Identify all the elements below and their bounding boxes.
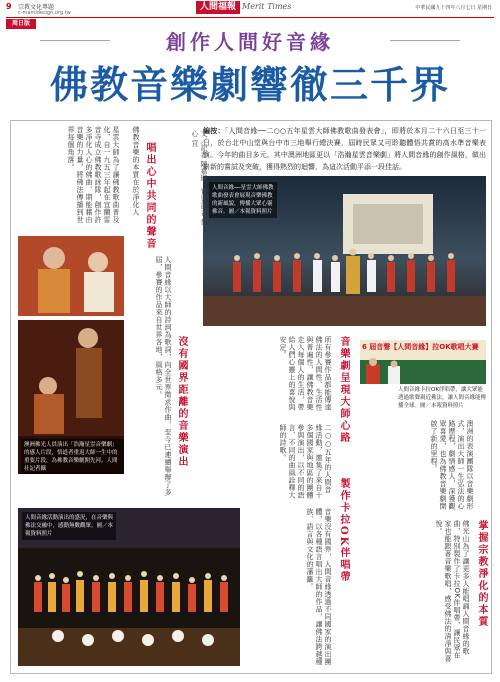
section-name: 宗教文化專題: [18, 4, 55, 11]
kicker-title: 創作人間好音緣: [166, 30, 334, 54]
subhead-1: 唱出心中共同的聲音: [144, 142, 155, 250]
issue-date: 中華民國九十四年八月七日 星期日: [415, 5, 492, 11]
editor-note-label: 編按：: [203, 127, 225, 135]
article-column-3: 所有參賽作品都能傳達佛法的人間性、生活性與普遍性，讓佛教音樂走入每個人的生活，帶給人們心靈上的喜悅與安定。: [279, 336, 332, 411]
subhead-2: 沒有國界距離的音樂演出: [176, 336, 187, 468]
article-column-6: 澳洲的表演團隊以音樂劇形式，演出大師一生弘法的心路歷程，劇情感人，深獲觀眾喜愛，也為佛教音樂劇開啟了新的里程。: [430, 420, 474, 510]
newspaper-english-name: Merit Times: [242, 2, 292, 11]
article-frame: [10, 120, 492, 674]
header-rule: [6, 17, 494, 18]
karaoke-banner: 6 屆音聲【人間音緣】拉OK歌唱大賽: [362, 343, 479, 351]
article-column-7: 佛光山為了讓更多人能唱誦人間音緣的歌曲，特別製作了卡拉OK伴唱帶，讓民眾在家也能跟著音樂歌唱，感受佛法的清淨與喜悅。: [435, 520, 470, 663]
newspaper-logo: 人間福報: [196, 1, 240, 14]
page-number: 9: [6, 2, 12, 11]
article-column-8: 佛教音樂的本質在於淨化人: [132, 126, 140, 216]
editor-note-text: 「人間音緣──二○○五年星雲大師佛教歌曲發表會」，即將於本月二十六日至三十一日，於台北中山堂與台中市三地舉行總決賽，屆時民眾又可聆聽體悟共賞的高水準音樂表演。今年的曲目多元，其中澳洲地區更以「浩瀚星雲音樂劇」將人間音緣的創作風格，做出嶄新的嘗試及突破，獲得熱烈的迴響，為這次活動平添一段佳話。: [203, 127, 486, 171]
subhead-3: 音樂劇呈現大師心路: [338, 336, 349, 444]
section-url: c-mamidesign.org.tw: [18, 10, 71, 16]
stage-photo-caption: 人間音緣──星雲大師佛教歌曲發表會展現音樂佛教的新風貌，傳播大眾心靈佛音。圖／本報資料照片: [209, 182, 277, 218]
byline: 文／記者 陳嘉璇 ‧ 實習記者 蔡 心 宜: [191, 130, 208, 226]
subhead-5: 掌握宗教淨化的本質: [476, 520, 487, 628]
weekly-tag: 周日版: [6, 19, 36, 29]
concert-photo-caption: 人間音緣活動演出的盛況，在音樂與佛法交融中，感動無數觀眾。圖／本報資料照片: [22, 512, 116, 540]
article-column-1: 星雲大師為了讓佛教歌曲普及化，自一九五三年起在宜蘭雷音寺成立佛教歌詠隊，創作許多淨化人心的佛曲，期能藉由音樂的力量，將佛法傳播到世界每個角落。: [67, 126, 120, 224]
subhead-4: 製作卡拉OK伴唱帶: [338, 478, 349, 584]
karaoke-photo-caption: 人間音緣卡拉OK伴唱帶，讓大眾能透過歌聲親近佛法，讓人間音緣能傳播全球。圖／本報資料照片: [398, 387, 487, 409]
article-column-5: 音樂沒有國界，人間音緣透過不同國家的演出團體，以各種語言唱出大師的作品，讓佛法跨越種族、語言與文化的藩籬。: [306, 508, 332, 666]
page-header: [0, 0, 500, 18]
article-column-4: 二○○五年的人間音緣活動，邀集了來自十多個國家與地區的團體參與演出，以不同的語言、不同的曲風詮釋大師的詩歌。: [279, 424, 332, 499]
headline: 佛教音樂劇響徹三千界: [49, 62, 450, 107]
musical-photo-caption: 澳洲佛光人員演出「浩瀚星雲音樂劇」的感人片段，悟道者重返大師一生中的重要片段，為佛教音樂劇開先河。人間社記者攝: [21, 439, 124, 474]
article-column-2: 人間音緣以大師的詩詞為歌詞，向全世界徵求作曲，至今已連續舉辦了多屆，參賽的作品來自世界各地，風格多元。: [155, 256, 172, 496]
